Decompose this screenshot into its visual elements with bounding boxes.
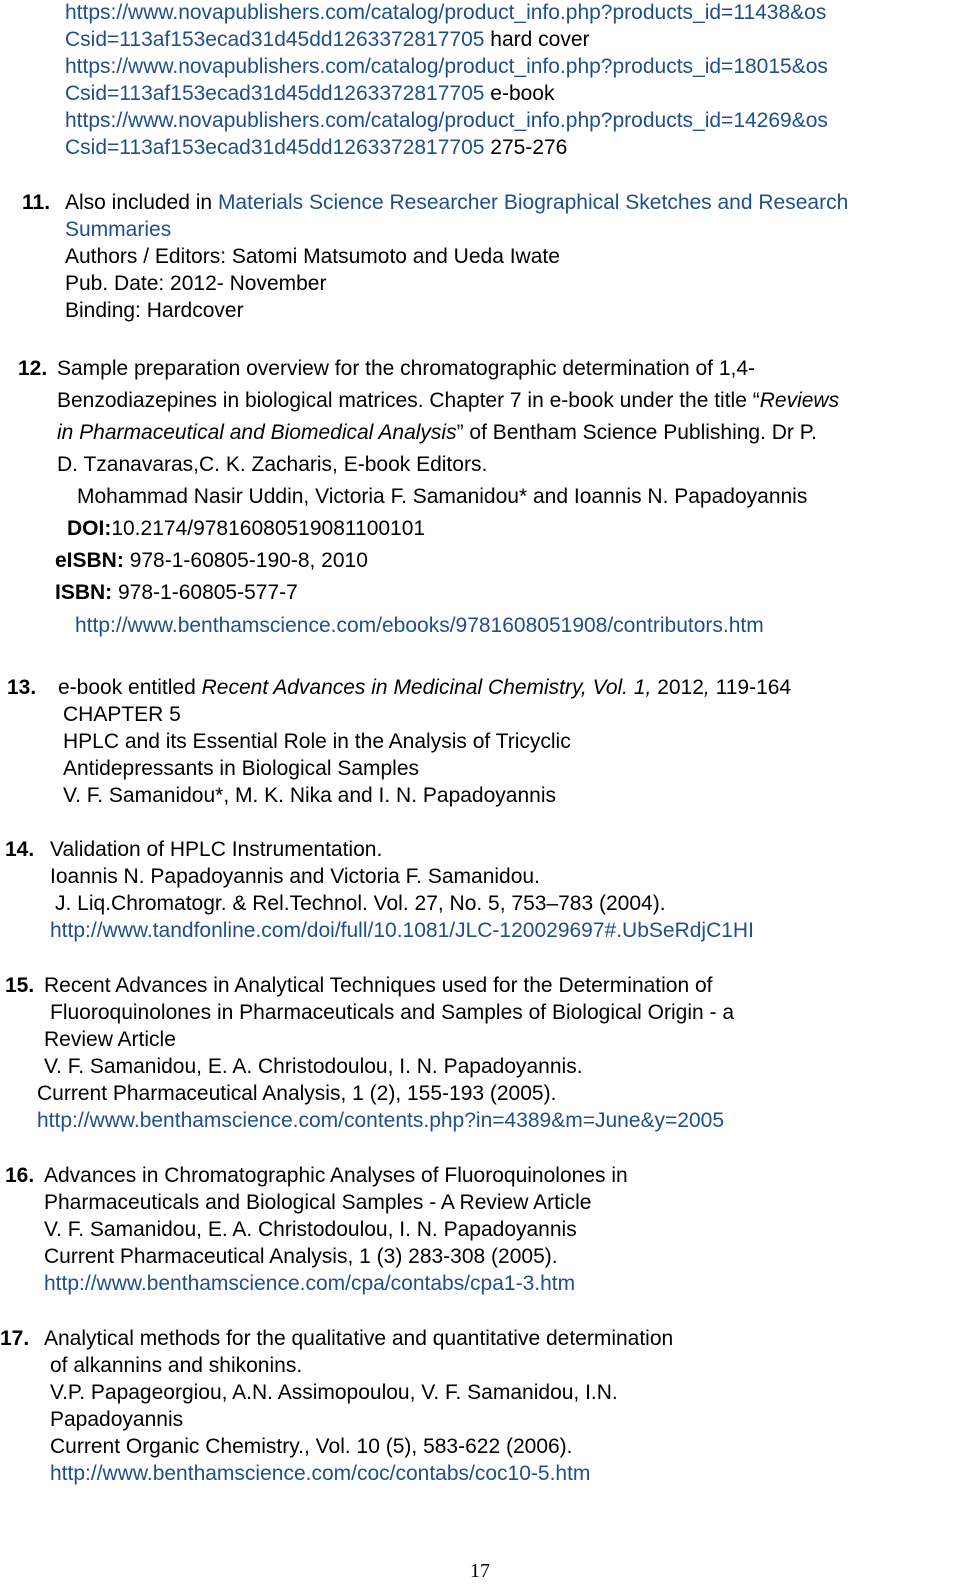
bentham-cpa-link[interactable]: http://www.benthamscience.com/cpa/contabs/cpa1-3.htm bbox=[44, 1272, 576, 1295]
isbn-value: 978-1-60805-577-7 bbox=[112, 581, 298, 604]
entry-title-line: Pharmaceuticals and Biological Samples - A Review Article bbox=[44, 1191, 592, 1214]
tandfonline-link[interactable]: http://www.tandfonline.com/doi/full/10.1081/JLC-120029697#.UbSeRdjC1HI bbox=[50, 919, 754, 942]
link-nova-18015-csid[interactable]: Csid=113af153ecad31d45dd1263372817705 bbox=[65, 82, 485, 105]
binding-ebook-label: e-book bbox=[484, 82, 555, 105]
entry-journal: J. Liq.Chromatogr. & Rel.Technol. Vol. 27, No. 5, 753–783 (2004). bbox=[55, 892, 666, 915]
entry-title-line bbox=[65, 189, 848, 217]
link-nova-14269-csid[interactable]: Csid=113af153ecad31d45dd1263372817705 bbox=[65, 136, 485, 159]
entry-authors-cont: Papadoyannis bbox=[50, 1408, 184, 1431]
page-range-label: 275-276 bbox=[484, 136, 568, 159]
bentham-coc-link[interactable]: http://www.benthamscience.com/coc/contabs/coc10-5.htm bbox=[50, 1462, 591, 1485]
entry-number: 15. bbox=[5, 974, 35, 997]
entry-journal: Current Pharmaceutical Analysis, 1 (3) 283-308 (2005). bbox=[44, 1245, 558, 1268]
entry-title-line: Sample preparation overview for the chromatographic determination of 1,4- bbox=[57, 357, 756, 380]
entry-authors: Ioannis N. Papadoyannis and Victoria F. Samanidou. bbox=[50, 865, 540, 888]
doi-value: 10.2174/97816080519081100101 bbox=[111, 517, 426, 540]
entry-authors: V. F. Samanidou, E. A. Christodoulou, I. N. Papadoyannis. bbox=[44, 1055, 583, 1078]
entry-number: 16. bbox=[5, 1164, 35, 1187]
materials-science-link-cont[interactable]: Summaries bbox=[65, 218, 172, 241]
entry-editors: D. Tzanavaras,C. K. Zacharis, E-book Editors. bbox=[57, 453, 488, 476]
isbn-label: ISBN: bbox=[55, 581, 113, 604]
entry-pages: 119-164 bbox=[709, 676, 792, 699]
bentham-contents-link[interactable]: http://www.benthamscience.com/contents.php?in=4389&m=June&y=2005 bbox=[37, 1109, 725, 1132]
entry-title-line: HPLC and its Essential Role in the Analysis of Tricyclic bbox=[63, 730, 571, 753]
entry-number: 11. bbox=[22, 191, 51, 214]
entry-title-line: Antidepressants in Biological Samples bbox=[63, 757, 420, 780]
binding-hardcover-label: hard cover bbox=[484, 28, 590, 51]
link-nova-18015-cont bbox=[65, 80, 554, 108]
bentham-ebook-link[interactable]: http://www.benthamscience.com/ebooks/9781608051908/contributors.htm bbox=[75, 614, 764, 637]
entry-journal: Current Organic Chemistry., Vol. 10 (5), 583-622 (2006). bbox=[50, 1435, 573, 1458]
entry-title-line: Validation of HPLC Instrumentation. bbox=[50, 838, 383, 861]
entry-text: ” of Bentham Science Publishing. Dr P. bbox=[456, 421, 817, 444]
entry-text: e-book entitled bbox=[58, 676, 202, 699]
book-title: in Pharmaceutical and Biomedical Analysis bbox=[57, 421, 457, 444]
entry-title-line bbox=[58, 674, 791, 702]
link-nova-14269-cont bbox=[65, 134, 567, 162]
entry-title-line: Advances in Chromatographic Analyses of Fluoroquinolones in bbox=[44, 1164, 628, 1187]
entry-title-line: Recent Advances in Analytical Techniques used for the Determination of bbox=[44, 974, 713, 997]
entry-authors: Mohammad Nasir Uddin, Victoria F. Samanidou* and Ioannis N. Papadoyannis bbox=[77, 485, 808, 508]
entry-comma: , bbox=[703, 676, 710, 699]
eisbn-label: eISBN: bbox=[55, 549, 124, 572]
entry-authors: V. F. Samanidou, E. A. Christodoulou, I. N. Papadoyannis bbox=[44, 1218, 577, 1241]
page-number: 17 bbox=[470, 1560, 490, 1582]
doi-label: DOI: bbox=[67, 517, 112, 540]
link-nova-14269[interactable]: https://www.novapublishers.com/catalog/product_info.php?products_id=14269&os bbox=[65, 109, 828, 132]
entry-binding: Binding: Hardcover bbox=[65, 299, 244, 322]
entry-number: 12. bbox=[18, 357, 48, 380]
entry-eisbn bbox=[55, 547, 368, 575]
entry-title-line: Fluoroquinolones in Pharmaceuticals and Samples of Biological Origin - a bbox=[50, 1001, 735, 1024]
book-title: Recent Advances in Medicinal Chemistry, Vol. 1, bbox=[201, 676, 652, 699]
entry-authors: V. F. Samanidou*, M. K. Nika and I. N. Papadoyannis bbox=[63, 784, 556, 807]
entry-title-line: Review Article bbox=[44, 1028, 176, 1051]
entry-year: 2012 bbox=[651, 676, 704, 699]
link-nova-11438-cont bbox=[65, 26, 590, 54]
entry-title-prefix: Also included in bbox=[65, 191, 218, 214]
entry-doi bbox=[67, 515, 425, 543]
entry-title-line bbox=[57, 387, 839, 415]
materials-science-link[interactable]: Materials Science Researcher Biographical Sketches and Research bbox=[217, 191, 849, 214]
entry-number: 13. bbox=[7, 676, 37, 699]
entry-title-line: of alkannins and shikonins. bbox=[50, 1354, 303, 1377]
book-title: Reviews bbox=[759, 389, 840, 412]
entry-authors: Authors / Editors: Satomi Matsumoto and Ueda Iwate bbox=[65, 245, 560, 268]
entry-pub-date: Pub. Date: 2012- November bbox=[65, 272, 327, 295]
link-nova-18015[interactable]: https://www.novapublishers.com/catalog/product_info.php?products_id=18015&os bbox=[65, 55, 828, 78]
entry-journal: Current Pharmaceutical Analysis, 1 (2), 155-193 (2005). bbox=[37, 1082, 557, 1105]
eisbn-value: 978-1-60805-190-8, 2010 bbox=[123, 549, 368, 572]
entry-chapter: CHAPTER 5 bbox=[63, 703, 181, 726]
entry-number: 14. bbox=[5, 838, 35, 861]
link-nova-11438[interactable]: https://www.novapublishers.com/catalog/product_info.php?products_id=11438&os bbox=[65, 1, 827, 24]
entry-number: 17. bbox=[0, 1327, 30, 1350]
entry-authors: V.P. Papageorgiou, A.N. Assimopoulou, V. F. Samanidou, I.N. bbox=[50, 1381, 618, 1404]
entry-text: Benzodiazepines in biological matrices. Chapter 7 in e-book under the title “ bbox=[57, 389, 760, 412]
entry-isbn bbox=[55, 579, 298, 607]
entry-title-line bbox=[57, 419, 817, 447]
entry-title-line: Analytical methods for the qualitative and quantitative determination bbox=[44, 1327, 674, 1350]
link-nova-11438-csid[interactable]: Csid=113af153ecad31d45dd1263372817705 bbox=[65, 28, 485, 51]
